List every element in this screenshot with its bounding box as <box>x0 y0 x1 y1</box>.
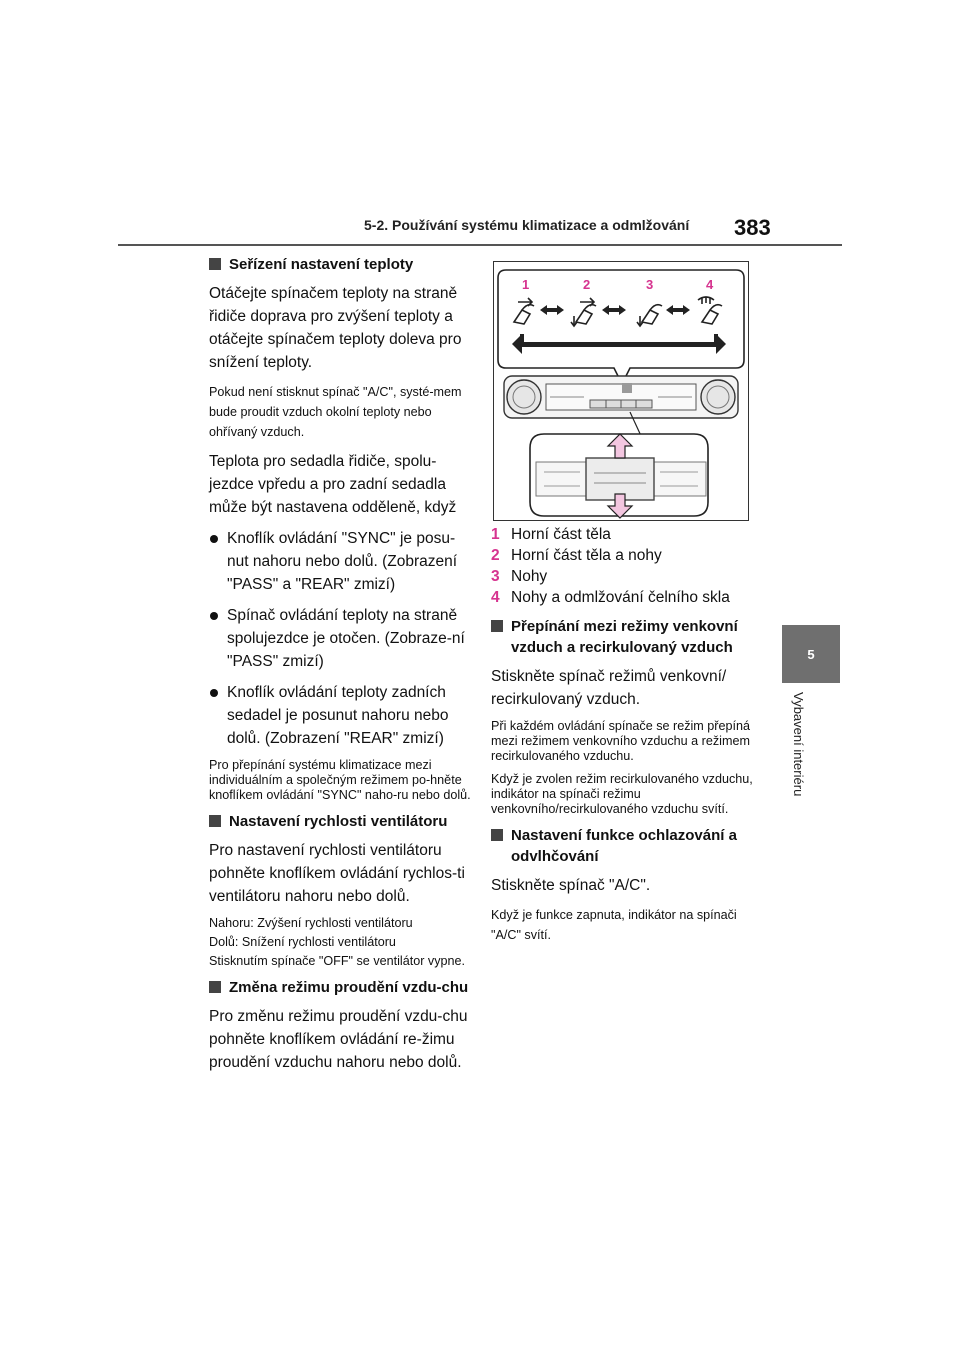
airflow-diagram <box>494 262 748 520</box>
mode-list <box>491 524 753 608</box>
temperature-knob-left[interactable] <box>507 380 541 414</box>
temperature-knob-right[interactable] <box>701 380 735 414</box>
note: Pokud není stisknut spínač "A/C", systé-mem bude proudit vzduch okolní teploty nebo ohřívaný vzduch. <box>209 385 462 439</box>
list-item <box>491 587 753 608</box>
bullet-dot-icon <box>210 612 218 620</box>
mode-label-3: 3 <box>646 277 654 292</box>
paragraph: Stiskněte spínač režimů venkovní/ recirkulovaný vzduch. <box>491 668 727 708</box>
bullet-text: Knoflík ovládání teploty zadních sedadel je posunut nahoru nebo dolů. (Zobrazení "REAR" zmizí) <box>227 684 449 747</box>
list-item <box>491 566 753 587</box>
chapter-tab-number: 5 <box>807 646 815 662</box>
chapter-tab[interactable] <box>782 625 840 683</box>
square-bullet-icon <box>491 620 503 632</box>
heading-text: Nastavení funkce ochlazování a odvlhčování <box>511 827 737 865</box>
left-column <box>209 254 471 1082</box>
note: Když je funkce zapnuta, indikátor na spínači "A/C" svítí. <box>491 908 737 942</box>
bullet-item <box>209 681 471 750</box>
mode-label-1: 1 <box>522 277 530 292</box>
list-text: Nohy <box>511 568 548 585</box>
heading-text: Přepínání mezi režimy venkovní vzduch a recirkulovaný vzduch <box>511 618 738 656</box>
list-text: Horní část těla a nohy <box>511 547 662 564</box>
section-heading <box>491 825 753 867</box>
heading-text: Změna režimu proudění vzdu-chu <box>229 979 469 996</box>
list-text: Nohy a odmlžování čelního skla <box>511 589 730 606</box>
paragraph: Pro nastavení rychlosti ventilátoru pohněte knoflíkem ovládání rychlos-ti ventilátoru nahoru nebo dolů. <box>209 842 465 905</box>
list-number: 3 <box>491 568 500 585</box>
list-item <box>491 524 753 545</box>
paragraph: Stiskněte spínač "A/C". <box>491 877 651 894</box>
paragraph: Otáčejte spínačem teploty na straně řidiče doprava pro zvýšení teploty a otáčejte spínačem teploty doleva pro snížení teploty. <box>209 285 462 371</box>
square-bullet-icon <box>209 981 221 993</box>
list-number: 1 <box>491 526 500 543</box>
page-number: 383 <box>734 215 771 240</box>
mode-label-4: 4 <box>706 277 714 292</box>
heading-text: Seřízení nastavení teploty <box>229 256 414 273</box>
highlight-marker <box>622 383 632 393</box>
section-heading <box>209 254 471 275</box>
heading-text: Nastavení rychlosti ventilátoru <box>229 813 448 830</box>
airflow-mode-figure <box>493 261 749 521</box>
paragraph: Pro změnu režimu proudění vzdu-chu pohněte knoflíkem ovládání re-žimu proudění vzduchu nahoru nebo dolů. <box>209 1008 468 1071</box>
airflow-knob-detail <box>530 434 708 518</box>
bullet-text: Spínač ovládání teploty na straně spolujezdce je otočen. (Zobraze-ní "PASS" zmizí) <box>227 607 465 670</box>
right-column <box>491 524 753 953</box>
section-heading <box>209 811 471 832</box>
bullet-dot-icon <box>210 535 218 543</box>
section-heading <box>491 616 753 658</box>
mode-label-2: 2 <box>583 277 591 292</box>
paragraph: Teplota pro sedadla řidiče, spolu-jezdce vpředu a pro zadní sedadla může být nastavena odděleně, když <box>209 453 457 516</box>
square-bullet-icon <box>209 258 221 270</box>
chapter-tab-label: Vybavení interiéru <box>791 692 806 797</box>
note: Při každém ovládání spínače se režim přepíná mezi režimem venkovního vzduchu a režimem recirkulovaného vzduchu. <box>491 719 751 763</box>
list-number: 4 <box>491 589 500 606</box>
bullet-text: Knoflík ovládání "SYNC" je posu-nut nahoru nebo dolů. (Zobrazení "PASS" a "REAR" zmizí) <box>227 530 458 593</box>
note: Dolů: Snížení rychlosti ventilátoru <box>209 935 396 949</box>
note: Nahoru: Zvýšení rychlosti ventilátoru <box>209 916 413 930</box>
header-section-title: 5-2. Používání systému klimatizace a odmlžování <box>364 217 690 233</box>
bullet-item <box>209 604 471 673</box>
bullet-dot-icon <box>210 689 218 697</box>
list-item <box>491 545 753 566</box>
bullet-item <box>209 527 471 596</box>
note: Když je zvolen režim recirkulovaného vzduchu, indikátor na spínači režimu venkovního/recirkulovaného vzduchu svítí. <box>491 772 753 816</box>
note: Stisknutím spínače "OFF" se ventilátor vypne. <box>209 954 466 968</box>
square-bullet-icon <box>491 829 503 841</box>
note: Pro přepínání systému klimatizace mezi individuálním a společným režimem po-hněte knoflíkem ovládání "SYNC" naho-ru nebo dolů. <box>209 758 471 802</box>
header-divider <box>118 244 842 246</box>
list-number: 2 <box>491 547 500 564</box>
square-bullet-icon <box>209 815 221 827</box>
climate-control-panel <box>504 376 738 438</box>
section-heading <box>209 977 471 998</box>
list-text: Horní část těla <box>511 526 611 543</box>
